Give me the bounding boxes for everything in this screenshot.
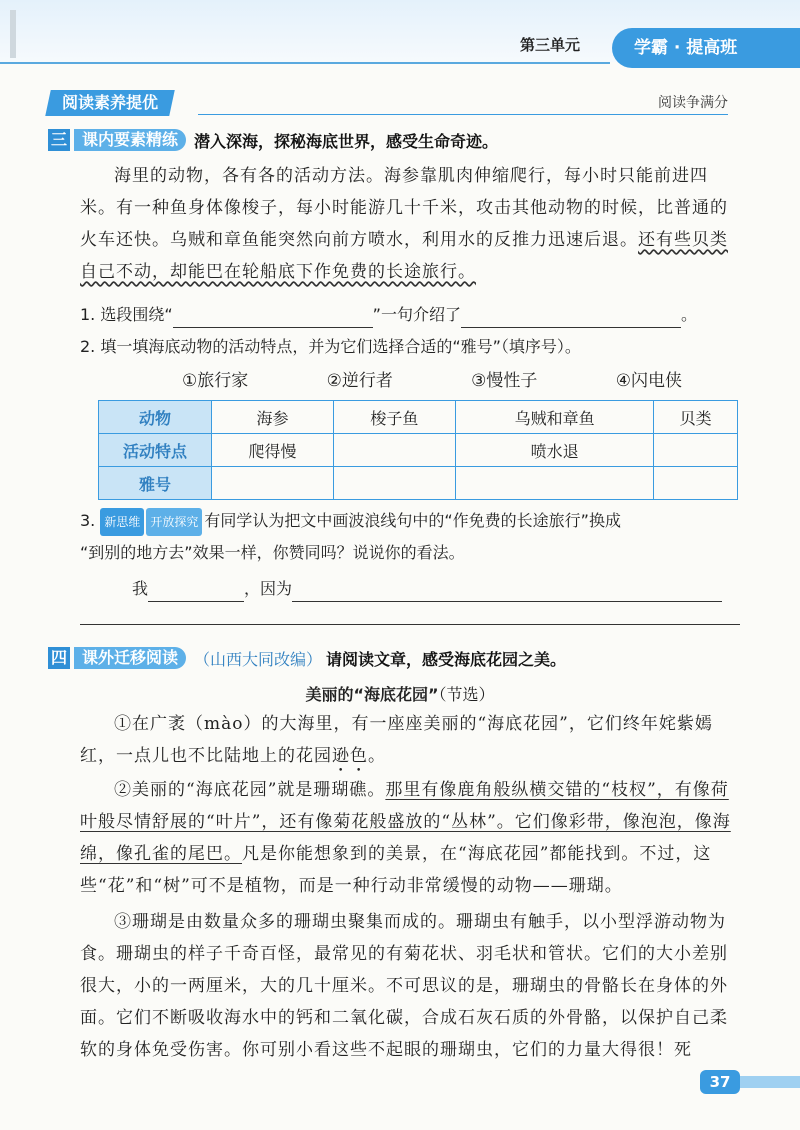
table-cell: 海参 [212,401,334,434]
option-1: ①旅行家 [182,371,249,391]
part3-number: 三 [48,129,70,151]
row-header-animal: 动物 [99,401,212,434]
q1-blank-1[interactable] [173,309,373,328]
option-3: ③慢性子 [471,371,538,391]
table-cell: 爬得慢 [212,434,334,467]
binding-bar [10,10,16,58]
q1-text-a: 1. 选段围绕“ [80,305,173,324]
table-row [99,467,738,500]
q3-answer-line[interactable] [80,624,740,625]
table-cell-input[interactable] [654,467,738,500]
table-cell: 喷水退 [455,434,653,467]
q3-blank-1[interactable] [148,583,244,602]
animal-table [98,400,738,500]
question-1 [80,302,697,328]
q3-line2: “到别的地方去”效果一样，你赞同吗？说说你的看法。 [80,543,465,562]
part3-title: 课内要素精练 [74,129,186,151]
part4-title: 课外迁移阅读 [74,647,186,669]
badge-new-thinking: 新思维 [100,508,144,536]
page-number-tab [740,1076,800,1088]
table-cell: 乌贼和章鱼 [455,401,653,434]
part4-header [48,646,566,670]
q3-blank-2[interactable] [292,583,722,602]
table-cell: 梭子鱼 [333,401,455,434]
article-para-3: ③珊瑚是由数量众多的珊瑚虫聚集而成的。珊瑚虫有触手，以小型浮游动物为食。珊瑚虫的样子千奇百怪，最常见的有菊花状、羽毛状和管状。它们的大小差别很大，小的一两厘米，大的几十厘米。不可思议的是，珊瑚虫的骨骼长在身体的外面。它们不断吸收海水中的钙和二氧化碳，合成石灰石质的外骨骼，以保护自己柔软的身体免受伤害。你可别小看这些不起眼的珊瑚虫，它们的力量大得很！死 [80,912,728,1060]
option-2: ②逆行者 [326,371,393,391]
table-cell-input[interactable] [333,467,455,500]
row-header-feature: 活动特点 [99,434,212,467]
unit-label: 第三单元 [520,36,581,54]
question-2: 2. 填一填海底动物的活动特点，并为它们选择合适的“雅号”（填序号）。 [80,337,581,356]
brand-label: 学霸 · 提高班 [612,28,800,68]
part4-desc: 请阅读文章，感受海底花园之美。 [326,649,567,669]
passage1-text: 海里的动物，各有各的活动方法。海参靠肌肉伸缩爬行，每小时只能前进四米。有一种鱼身体像梭子，每小时能游几十千米，攻击其他动物的时候，比普通的火车还快。乌贼和章鱼能突然向前方喷水，利用水的反推力迅速后退。 [80,166,728,250]
q1-blank-2[interactable] [461,309,681,328]
part3-header [48,128,498,152]
dotted-word: 逊色 [332,746,368,766]
table-cell-input[interactable] [333,434,455,467]
q3-line1: 有同学认为把文中画波浪线句中的“作免费的长途旅行”换成 [204,511,621,530]
q3-answer: 我 ，因为 [132,576,740,602]
section-right-label: 阅读争满分 [658,95,728,111]
article-title: 美丽的“海底花园”（节选） [305,685,495,704]
part4-source: （山西大同改编） [194,649,323,669]
passage1 [80,160,740,288]
table-cell-input[interactable] [455,467,653,500]
option-4: ④闪电侠 [615,371,682,391]
page-number: 37 [700,1070,740,1094]
article-para-1: ①在广袤（mào）的大海里，有一座座美丽的“海底花园”，它们终年姹紫嫣红，一点儿也不比陆地上的花园逊色。 [80,714,713,766]
header-rule [0,62,610,64]
underlined-sentence: 那里有像鹿角般纵横交错的“枝杈”，有像荷叶般尽情舒展的“叶片”，还有像菊花般盛放的“丛林”。它们像彩带，像泡泡，像海绵，像孔雀的尾巴。 [80,780,731,864]
table-cell-input[interactable] [212,467,334,500]
option-list [182,366,682,391]
passage1-wavy-sentence: 还有些贝类自己不动，却能巴在轮船底下作免费的长途旅行。 [80,230,728,282]
part4-number: 四 [48,647,70,669]
q1-text-c: 。 [680,305,697,324]
table-cell-input[interactable] [654,434,738,467]
table-row [99,434,738,467]
row-header-nickname: 雅号 [99,467,212,500]
article-para-2: ②美丽的“海底花园”就是珊瑚礁。那里有像鹿角般纵横交错的“枝杈”，有像荷叶般尽情舒展的“叶片”，还有像菊花般盛放的“丛林”。它们像彩带，像泡泡，像海绵，像孔雀的尾巴。凡是你能想象到的美景，在“海底花园”都能找到。不过，这些“花”和“树”可不是植物，而是一种行动非常缓慢的动物——珊瑚。 [80,780,731,896]
question-3: 3. 新思维 开放探究 有同学认为把文中画波浪线句中的“作免费的长途旅行”换成 [80,508,740,536]
section-rule [198,114,728,115]
q1-text-b: ”一句介绍了 [372,305,461,324]
section-title: 阅读素养提优 [45,90,175,116]
section-bar [48,90,728,116]
table-row [99,401,738,434]
part3-desc: 潜入深海，探秘海底世界，感受生命奇迹。 [194,131,499,151]
badge-open-explore: 开放探究 [146,508,202,536]
table-cell: 贝类 [654,401,738,434]
